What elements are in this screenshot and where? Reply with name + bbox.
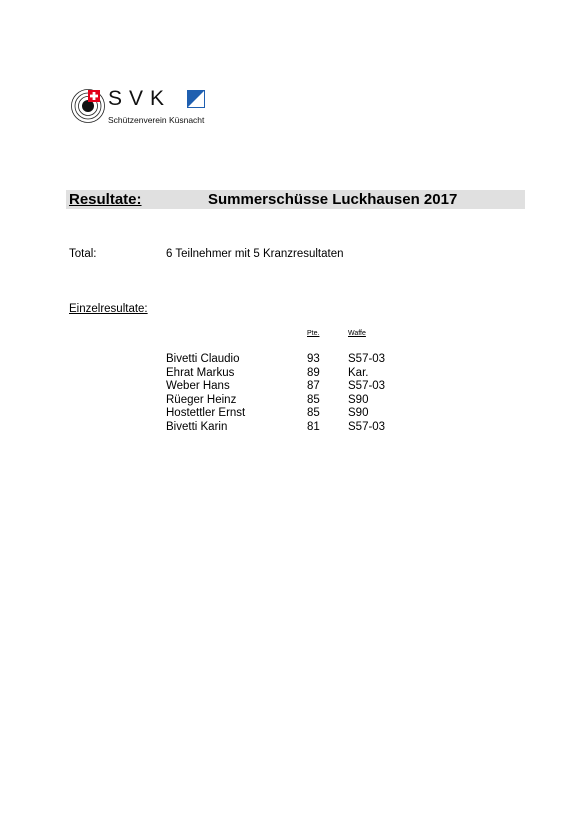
club-logo bbox=[70, 86, 220, 130]
shooter-points: 93 bbox=[307, 353, 320, 365]
title-bar bbox=[66, 190, 525, 209]
shooter-weapon: S57-03 bbox=[348, 420, 386, 433]
shooter-points: 85 bbox=[307, 407, 320, 420]
shooter-weapon: S90 bbox=[348, 393, 369, 406]
shooter-name: Rüeger Heinz bbox=[166, 393, 237, 406]
shooter-name: Hostettler Ernst bbox=[166, 407, 246, 420]
zurich-flag-icon bbox=[187, 90, 205, 108]
logo-subtitle: Schützenverein Küsnacht bbox=[108, 115, 205, 125]
shooter-points: 85 bbox=[307, 393, 320, 406]
shooter-weapon: Kar. bbox=[348, 366, 369, 379]
shooter-points: 81 bbox=[307, 420, 320, 433]
shooter-name: Bivetti Karin bbox=[166, 420, 228, 433]
column-header-weapon: Waffe bbox=[348, 330, 366, 337]
shooter-points: 89 bbox=[307, 366, 320, 379]
target-emblem-icon bbox=[70, 88, 106, 124]
page-title: Summerschüsse Luckhausen 2017 bbox=[208, 191, 458, 208]
shooter-name: Bivetti Claudio bbox=[166, 353, 240, 365]
total-label: Total: bbox=[69, 248, 97, 260]
total-value: 6 Teilnehmer mit 5 Kranzresultaten bbox=[166, 248, 344, 260]
shooter-name: Ehrat Markus bbox=[166, 366, 235, 379]
shooter-points: 87 bbox=[307, 380, 320, 393]
shooter-name: Weber Hans bbox=[166, 380, 230, 393]
einzelresultate-label: Einzelresultate: bbox=[69, 303, 148, 315]
shooter-weapon: S57-03 bbox=[348, 353, 386, 365]
shooter-weapon: S90 bbox=[348, 407, 369, 420]
shooter-weapon: S57-03 bbox=[348, 380, 386, 393]
title-results-label: Resultate: bbox=[69, 191, 142, 208]
logo-letters: SVK bbox=[108, 87, 172, 110]
column-header-points: Pte. bbox=[307, 330, 320, 337]
